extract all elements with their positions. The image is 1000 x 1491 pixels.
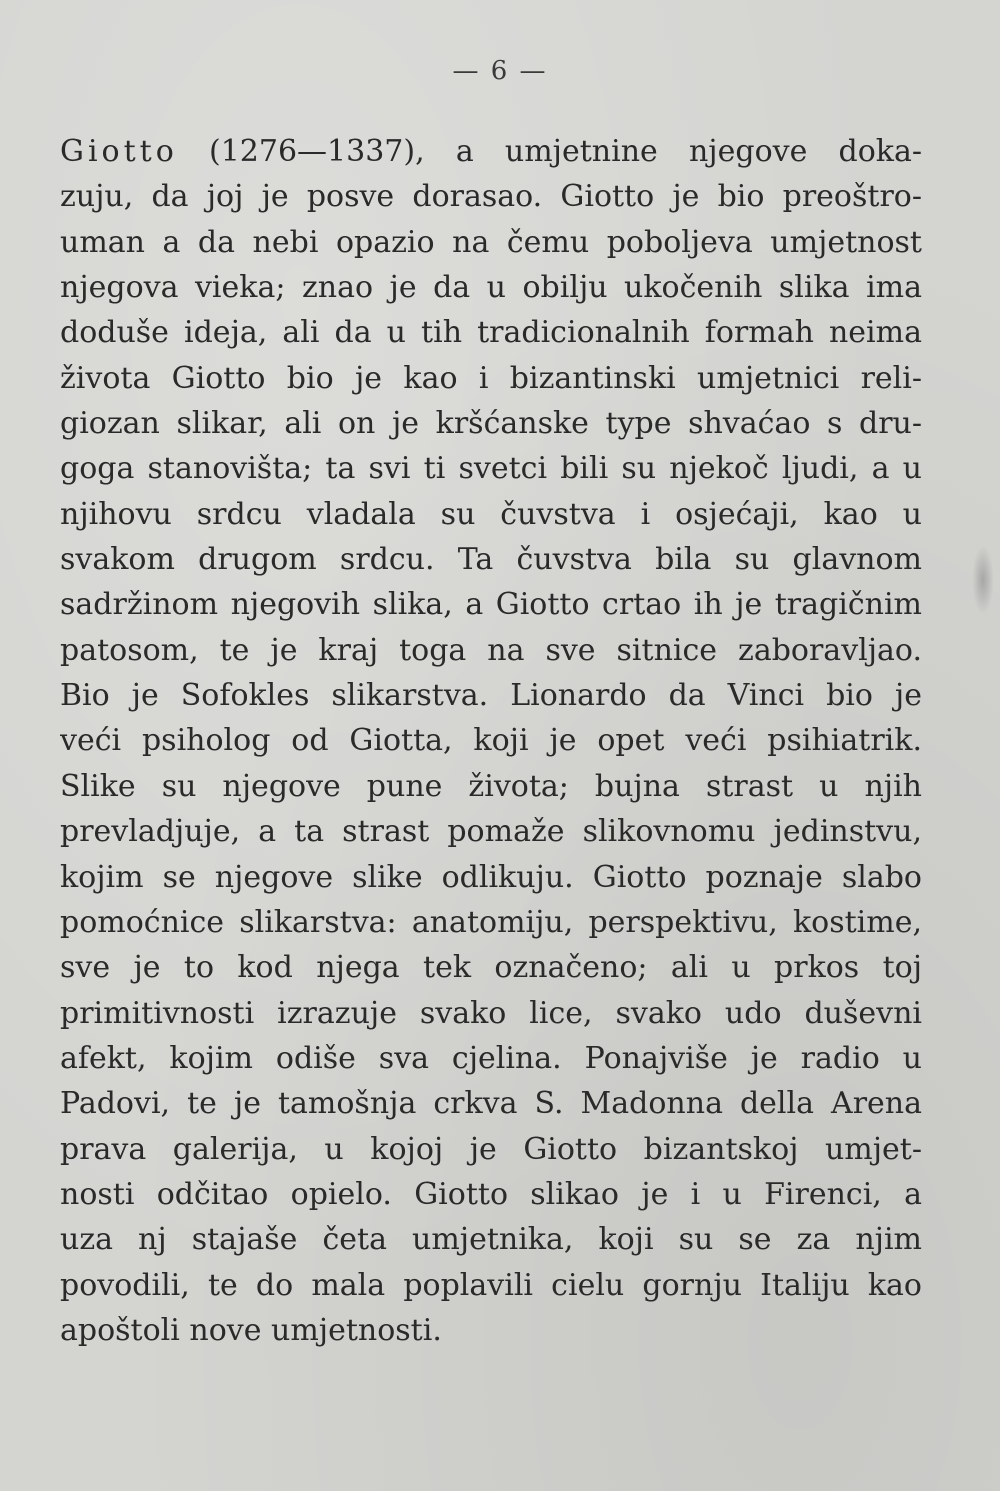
page-edge-stain [972, 545, 994, 615]
text-line: giozan slikar, ali on je kršćanske type shvaćao s dru- [60, 406, 922, 442]
text-line: njihovu srdcu vladala su čuvstva i osjećaji, kao u [60, 496, 922, 532]
text-line: afekt, kojim odiše sva cjelina. Ponajviše je radio u [60, 1040, 922, 1076]
spaced-name: Giotto [60, 134, 178, 169]
text-line: goga stanovišta; ta svi ti svetci bili su njekoč ljudi, a u [60, 451, 922, 487]
text-line: uza nj stajaše četa umjetnika, koji su se za njim [60, 1222, 922, 1258]
page-number: — 6 — [452, 56, 548, 86]
text-line: nosti odčitao opielo. Giotto slikao je i u Firenci, a [60, 1176, 922, 1212]
text-line: sve je to kod njega tek označeno; ali u prkos toj [60, 950, 922, 986]
text-line: povodili, te do mala poplavili cielu gornju Italiju kao [60, 1267, 922, 1303]
text-line: prava galerija, u kojoj je Giotto bizantskoj umjet- [60, 1131, 922, 1167]
text-line: sadržinom njegovih slika, a Giotto crtao ih je tragičnim [60, 587, 922, 623]
text-line: apoštoli nove umjetnosti. [60, 1312, 442, 1348]
text-line: svakom drugom srdcu. Ta čuvstva bila su glavnom [60, 542, 922, 578]
text-line: Slike su njegove pune života; bujna strast u njih [60, 768, 922, 804]
text-line: Bio je Sofokles slikarstva. Lionardo da Vinci bio je [60, 678, 922, 714]
body-text [60, 129, 922, 1353]
text-line: kojim se njegove slike odlikuju. Giotto poznaje slabo [60, 859, 922, 895]
text-line: primitivnosti izrazuje svako lice, svako udo duševni [60, 995, 922, 1031]
text-line: patosom, te je kraj toga na sve sitnice zaboravljao. [60, 632, 922, 668]
text-line: doduše ideja, ali da u tih tradicionalnih formah neima [60, 315, 922, 351]
text-line: uman a da nebi opazio na čemu poboljeva umjetnost [60, 224, 922, 260]
line-rest: (1276—1337), a umjetnine njegove doka- [177, 134, 922, 169]
text-line: zuju, da joj je posve dorasao. Giotto je bio preoštro- [60, 179, 922, 215]
text-line: pomoćnice slikarstva: anatomiju, perspektivu, kostime, [60, 904, 922, 940]
text-line [60, 129, 922, 174]
text-line: prevladjuje, a ta strast pomaže slikovnomu jedinstvu, [60, 814, 922, 850]
text-line: njegova vieka; znao je da u obilju ukočenih slika ima [60, 270, 922, 306]
text-line: veći psiholog od Giotta, koji je opet veći psihiatrik. [60, 723, 922, 759]
text-line: života Giotto bio je kao i bizantinski umjetnici reli- [60, 360, 922, 396]
text-line: Padovi, te je tamošnja crkva S. Madonna della Arena [60, 1086, 922, 1122]
